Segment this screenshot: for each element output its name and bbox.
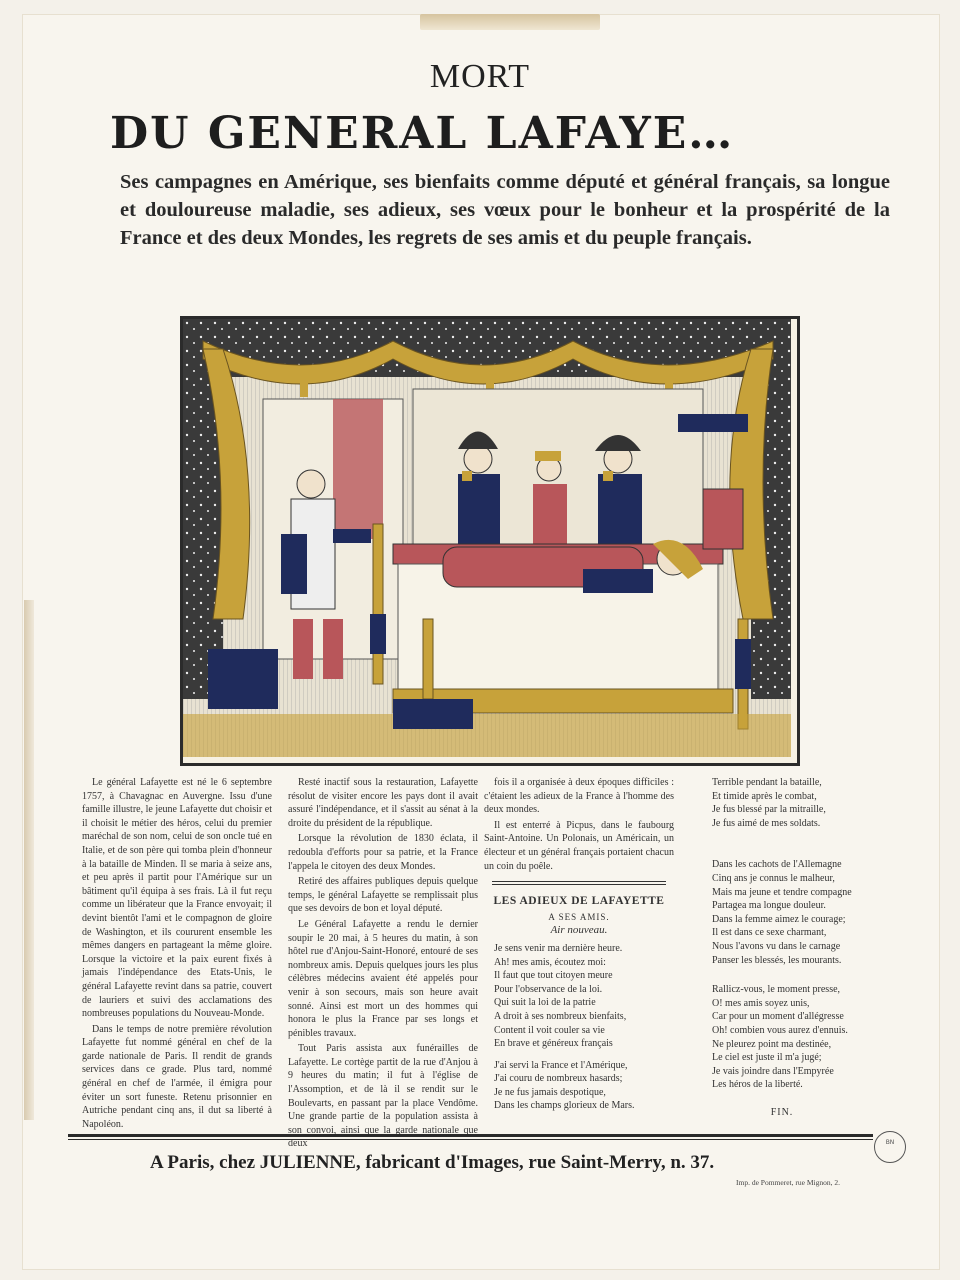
publisher-line: A Paris, chez JULIENNE, fabricant d'Images, rue Saint-Merry, n. 37. bbox=[150, 1152, 715, 1173]
verse-line: O! mes amis soyez unis, bbox=[712, 997, 810, 1009]
divider bbox=[492, 884, 666, 885]
paragraph: Le général Lafayette est né le 6 septembre 1757, à Chavagnac en Auvergne. Issu d'une famille illustre, le jeune Lafayette dut choisir et il choisit le métier des héros, celui du premier maréchal de son nom, celui de son oncle tué en Italie, et de son père qui tomba plein d'honneur à la bataille de Minden. Il se maria à seize ans, et peu après il partit pour l'Amérique sur un bâtiment qu'il équipa à ses frais. Là il fut reçu comme un libérateur que la France envoyait; il devint bientôt l'ami et le compagnon de gloire de Washington, et ils coururent ensemble les mêmes dangers en partageant la même gloire. Lorsque la victoire et la paix eurent fixés à jamais l'indépendance des Etats-Unis, le général Lafayette revint dans sa patrie, couvert de lauriers et suivi des acclamations des nombreuses populations du Nouveau-Monde. bbox=[82, 777, 272, 1020]
text-column-3 bbox=[484, 776, 674, 1121]
title-line-1: MORT bbox=[429, 58, 531, 95]
text-column-2 bbox=[288, 776, 478, 1153]
verse-line: Qui suit la loi de la patrie bbox=[494, 997, 596, 1009]
verse-line: Pour l'observance de la loi. bbox=[494, 983, 603, 995]
stamp-text: BN bbox=[885, 1139, 895, 1146]
song-verse bbox=[494, 942, 674, 1051]
blue-banner bbox=[678, 414, 748, 432]
library-stamp bbox=[874, 1131, 906, 1163]
text-column-4 bbox=[702, 776, 862, 1119]
verse-line: Car pour un moment d'allégresse bbox=[712, 1011, 844, 1023]
subtitle: Ses campagnes en Amérique, ses bienfaits comme député et général français, sa longue et douloureuse maladie, ses adieux, ses vœux pour le bonheur et la prospérité de la France et des deux Mondes, les regrets de ses amis et du peuple français. bbox=[120, 171, 890, 249]
verse-line: Mais ma jeune et tendre compagne bbox=[712, 886, 852, 898]
text-column-1 bbox=[82, 776, 272, 1133]
verse-line: Panser les blessés, les mourants. bbox=[712, 954, 842, 966]
verse-line: Cinq ans je connus le malheur, bbox=[712, 872, 835, 884]
song-subtitle: A SES AMIS. bbox=[548, 911, 610, 922]
prie-dieu bbox=[208, 649, 278, 709]
song-title: LES ADIEUX DE LAFAYETTE bbox=[493, 895, 665, 908]
footer-rule-thin bbox=[68, 1139, 873, 1140]
paper-tear bbox=[420, 14, 600, 30]
song-verse bbox=[712, 776, 862, 830]
song-verse bbox=[712, 858, 862, 967]
title-line-2: DU GENERAL LAFAYE… bbox=[110, 108, 735, 159]
fin-mark: FIN. bbox=[770, 1106, 794, 1118]
verse-line: Oh! combien vous aurez d'ennuis. bbox=[712, 1024, 848, 1036]
paragraph: Il est enterré à Picpus, dans le faubourg Saint-Antoine. Un Polonais, un Américain, un électeur et un général français portaient chacun un coin du poêle. bbox=[484, 819, 674, 872]
verse-line: Les héros de la liberté. bbox=[712, 1079, 803, 1091]
verse-line: Et timide après le combat, bbox=[712, 790, 817, 802]
song-air: Air nouveau. bbox=[550, 924, 608, 937]
verse-line: A droit à ses nombreux bienfaits, bbox=[494, 1010, 627, 1022]
paragraph: Dans le temps de notre première révolution Lafayette fut nommé général en chef de la garde nationale de Paris. Il rendit de grands services dans ce grade. Plus tard, nommé général en chef de l'armée, il émigra pour éviter un sort funeste. Retenu prisonnier en Autriche pendant cinq ans, il dut sa liberté à Napoléon. bbox=[82, 1023, 272, 1130]
verse-line: Je vais joindre dans l'Empyrée bbox=[712, 1065, 834, 1077]
verse-line: Dans la femme aimez le courage; bbox=[712, 913, 846, 925]
paragraph: Le Général Lafayette a rendu le dernier soupir le 20 mai, à 5 heures du matin, à son hôtel rue d'Anjou-Saint-Honoré, entouré de ses nombreux amis. Depuis quelques jours les plus célèbres médecins avaient été appelés pour venir à son secours, mais son heure avait sonné. Ainsi est mort un des hommes qui honora le plus la France par ses longs et pénibles travaux. bbox=[288, 918, 478, 1039]
divider bbox=[492, 881, 666, 882]
verse-line: Ah! mes amis, écoutez moi: bbox=[494, 956, 606, 968]
verse-line: En brave et généreux français bbox=[494, 1038, 613, 1050]
verse-line: Terrible pendant la bataille, bbox=[712, 777, 822, 788]
candlestick-left bbox=[373, 524, 383, 684]
verse-line: Content il voit couler sa vie bbox=[494, 1024, 605, 1036]
paragraph: Retiré des affaires publiques depuis quelque temps, le général Lafayette se remplissait plus que ses devoirs de bon et loyal député. bbox=[288, 876, 478, 915]
paragraph: Lorsque la révolution de 1830 éclata, il redoubla d'efforts pour sa patrie, et la France l'appela le citoyen des deux Mondes. bbox=[288, 833, 478, 872]
verse-line: Je fus blessé par la mitraille, bbox=[712, 804, 826, 816]
verse-line: Il faut que tout citoyen meure bbox=[494, 970, 613, 982]
red-panel bbox=[333, 399, 383, 539]
verse-line: Rallicz-vous, le moment presse, bbox=[712, 984, 841, 996]
verse-line: J'ai servi la France et l'Amérique, bbox=[494, 1059, 628, 1071]
song-verse bbox=[712, 983, 862, 1092]
paragraph: Tout Paris assista aux funérailles de Lafayette. Le cortège partit de la rue d'Anjou à 9 heures du matin; il fut à l'église de l'Assomption, et de là il se rendit sur le Boulevarts, en passant par la place Vendôme. Une grande partie de la population assista à son convoi, ainsi que la garde nationale que deux bbox=[288, 1043, 478, 1150]
verse-line: Je ne fus jamais despotique, bbox=[494, 1086, 606, 1098]
engraving-deathbed-scene bbox=[180, 316, 800, 766]
paragraph: Resté inactif sous la restauration, Lafayette résolut de visiter encore les pays dont il avait assuré l'indépendance, et il s'assit au sénat à la droite du président de la république. bbox=[288, 777, 478, 829]
verse-line: Le ciel est juste il m'a jugé; bbox=[712, 1052, 822, 1064]
verse-line: Dans les cachots de l'Allemagne bbox=[712, 859, 842, 871]
footer-rule bbox=[68, 1134, 873, 1137]
paragraph: fois il a organisée à deux époques difficiles : c'étaient les adieux de la France à l'homme des deux mondes. bbox=[484, 777, 674, 816]
verse-line: Nous l'avons vu dans le carnage bbox=[712, 940, 841, 952]
verse-line: Il est dans ce sexe charmant, bbox=[712, 927, 827, 939]
verse-line: Ne pleurez point ma destinée, bbox=[712, 1038, 832, 1050]
paper-stain bbox=[24, 600, 34, 1120]
verse-line: Je fus aimé de mes soldats. bbox=[712, 817, 821, 829]
printer-imprint: Imp. de Pommeret, rue Mignon, 2. bbox=[736, 1178, 840, 1187]
song-verse bbox=[494, 1059, 674, 1113]
verse-line: J'ai couru de nombreux hasards; bbox=[494, 1073, 623, 1085]
verse-line: Dans les champs glorieux de Mars. bbox=[494, 1100, 635, 1112]
verse-line: Partagea ma longue douleur. bbox=[712, 900, 826, 912]
verse-line: Je sens venir ma dernière heure. bbox=[494, 942, 623, 954]
